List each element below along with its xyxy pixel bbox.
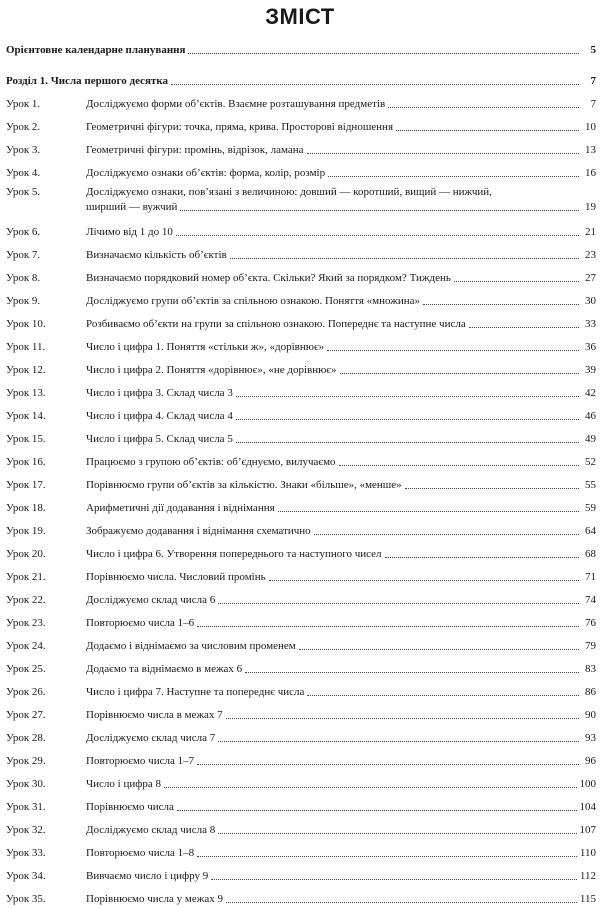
lesson-number: Урок 20. <box>6 548 46 560</box>
lesson-row-29[interactable] <box>6 747 596 770</box>
dot-leader <box>307 695 579 696</box>
lesson-row-15[interactable] <box>6 425 596 448</box>
lesson-row-20[interactable] <box>6 540 596 563</box>
lesson-page: 30 <box>585 295 596 307</box>
lesson-page: 90 <box>585 709 596 721</box>
lesson-row-12[interactable] <box>6 356 596 379</box>
lesson-row-4[interactable] <box>6 159 596 182</box>
lesson-row-5[interactable] <box>6 182 596 218</box>
lesson-title: Досліджуємо склад числа 7 <box>86 732 216 744</box>
lesson-row-3[interactable] <box>6 136 596 159</box>
lesson-number: Урок 11. <box>6 341 46 353</box>
lesson-number: Урок 14. <box>6 410 46 422</box>
lesson-row-24[interactable] <box>6 632 596 655</box>
dot-leader <box>385 557 579 558</box>
lesson-number: Урок 30. <box>6 778 46 790</box>
lesson-title: Додаємо і віднімаємо за числовим променем <box>86 640 296 652</box>
dot-leader <box>245 672 579 673</box>
dot-leader <box>314 534 579 535</box>
lesson-row-13[interactable] <box>6 379 596 402</box>
dot-leader <box>299 649 579 650</box>
lesson-title: Лічимо від 1 до 10 <box>86 226 173 238</box>
dot-leader <box>211 879 577 880</box>
section-title: Розділ 1. Числа першого десятка <box>6 75 169 87</box>
toc-entry-page: 5 <box>590 44 596 56</box>
dot-leader <box>339 465 579 466</box>
lesson-title: Досліджуємо склад числа 8 <box>86 824 216 836</box>
lesson-number: Урок 13. <box>6 387 46 399</box>
dot-leader <box>176 235 579 236</box>
lesson-row-9[interactable] <box>6 287 596 310</box>
lesson-page: 107 <box>579 824 596 836</box>
dot-leader <box>218 741 579 742</box>
lesson-number: Урок 29. <box>6 755 46 767</box>
lesson-number: Урок 18. <box>6 502 46 514</box>
dot-leader <box>388 107 579 108</box>
lesson-row-14[interactable] <box>6 402 596 425</box>
dot-leader <box>236 442 579 443</box>
toc-entry-calendar-planning[interactable] <box>6 36 596 59</box>
lesson-number: Урок 33. <box>6 847 46 859</box>
lesson-list <box>6 90 596 908</box>
dot-leader <box>218 833 576 834</box>
lesson-page: 21 <box>585 226 596 238</box>
lesson-page: 36 <box>585 341 596 353</box>
lesson-number: Урок 8. <box>6 272 41 284</box>
lesson-page: 64 <box>585 525 596 537</box>
lesson-title-line-2: ширший — вужчий <box>86 201 178 213</box>
lesson-page: 112 <box>579 870 596 882</box>
lesson-row-33[interactable] <box>6 839 596 862</box>
dot-leader <box>423 304 579 305</box>
dot-leader <box>218 603 579 604</box>
dot-leader <box>328 176 579 177</box>
lesson-title: Число і цифра 2. Поняття «дорівнює», «не дорівнює» <box>86 364 337 376</box>
lesson-page: 104 <box>579 801 596 813</box>
dot-leader <box>454 281 579 282</box>
lesson-number: Урок 4. <box>6 167 41 179</box>
lesson-title: Число і цифра 6. Утворення попереднього та наступного чисел <box>86 548 382 560</box>
dot-leader <box>236 396 579 397</box>
lesson-row-23[interactable] <box>6 609 596 632</box>
lesson-number: Урок 22. <box>6 594 46 606</box>
lesson-row-16[interactable] <box>6 448 596 471</box>
lesson-page: 83 <box>585 663 596 675</box>
lesson-row-26[interactable] <box>6 678 596 701</box>
lesson-number: Урок 5. <box>6 186 41 198</box>
lesson-title: Додаємо та віднімаємо в межах 6 <box>86 663 243 675</box>
lesson-row-11[interactable] <box>6 333 596 356</box>
dot-leader <box>405 488 579 489</box>
lesson-page: 23 <box>585 249 596 261</box>
lesson-number: Урок 28. <box>6 732 46 744</box>
dot-leader <box>340 373 579 374</box>
lesson-row-10[interactable] <box>6 310 596 333</box>
lesson-number: Урок 19. <box>6 525 46 537</box>
lesson-title-line-1: Досліджуємо ознаки, пов’язані з величиною: довший — коротший, вищий — нижчий, <box>86 186 492 198</box>
dot-leader <box>197 764 579 765</box>
lesson-page: 10 <box>585 121 596 133</box>
lesson-page: 71 <box>585 571 596 583</box>
dot-leader <box>197 626 579 627</box>
lesson-number: Урок 23. <box>6 617 46 629</box>
lesson-title: Працюємо з групою об’єктів: об’єднуємо, вилучаємо <box>86 456 336 468</box>
lesson-page: 33 <box>585 318 596 330</box>
lesson-row-27[interactable] <box>6 701 596 724</box>
dot-leader <box>236 419 579 420</box>
lesson-title: Повторюємо числа 1–6 <box>86 617 195 629</box>
lesson-page: 46 <box>585 410 596 422</box>
lesson-title: Зображуємо додавання і віднімання схематично <box>86 525 311 537</box>
lesson-title: Досліджуємо групи об’єктів за спільною ознакою. Поняття «множина» <box>86 295 420 307</box>
lesson-page: 19 <box>585 201 596 213</box>
lesson-number: Урок 15. <box>6 433 46 445</box>
lesson-row-18[interactable] <box>6 494 596 517</box>
lesson-row-35[interactable] <box>6 885 596 908</box>
lesson-title: Порівнюємо числа в межах 7 <box>86 709 223 721</box>
lesson-number: Урок 26. <box>6 686 46 698</box>
lesson-title: Досліджуємо ознаки об’єктів: форма, колір, розмір <box>86 167 326 179</box>
lesson-row-21[interactable] <box>6 563 596 586</box>
lesson-number: Урок 9. <box>6 295 41 307</box>
lesson-row-19[interactable] <box>6 517 596 540</box>
lesson-row-1[interactable] <box>6 90 596 113</box>
lesson-title: Число і цифра 4. Склад числа 4 <box>86 410 233 422</box>
lesson-title: Порівнюємо числа <box>86 801 174 813</box>
lesson-page: 93 <box>585 732 596 744</box>
dot-leader <box>171 84 579 85</box>
lesson-title: Порівнюємо групи об’єктів за кількістю. Знаки «більше», «менше» <box>86 479 402 491</box>
lesson-number: Урок 10. <box>6 318 46 330</box>
dot-leader <box>269 580 579 581</box>
lesson-title: Геометричні фігури: промінь, відрізок, ламана <box>86 144 304 156</box>
dot-leader <box>188 53 579 54</box>
lesson-page: 42 <box>585 387 596 399</box>
lesson-page: 16 <box>585 167 596 179</box>
dot-leader <box>164 787 577 788</box>
lesson-row-34[interactable] <box>6 862 596 885</box>
dot-leader <box>396 130 579 131</box>
lesson-page: 59 <box>585 502 596 514</box>
lesson-row-28[interactable] <box>6 724 596 747</box>
lesson-number: Урок 31. <box>6 801 46 813</box>
dot-leader <box>327 350 579 351</box>
dot-leader <box>278 511 579 512</box>
lesson-row-6[interactable] <box>6 218 596 241</box>
lesson-row-25[interactable] <box>6 655 596 678</box>
lesson-title: Розбиваємо об’єкти на групи за спільною ознакою. Попереднє та наступне числа <box>86 318 466 330</box>
lesson-page: 27 <box>585 272 596 284</box>
lesson-number: Урок 16. <box>6 456 46 468</box>
lesson-row-17[interactable] <box>6 471 596 494</box>
lesson-title: Число і цифра 7. Наступне та попереднє числа <box>86 686 305 698</box>
toc-entry-title: Орієнтовне календарне планування <box>6 44 186 56</box>
lesson-number: Урок 25. <box>6 663 46 675</box>
dot-leader <box>180 210 579 211</box>
dot-leader <box>197 856 577 857</box>
lesson-title: Порівнюємо числа. Числовий промінь <box>86 571 266 583</box>
dot-leader <box>226 718 579 719</box>
lesson-row-7[interactable] <box>6 241 596 264</box>
lesson-page: 76 <box>585 617 596 629</box>
lesson-page: 115 <box>579 893 596 905</box>
lesson-page: 7 <box>590 98 596 110</box>
dot-leader <box>469 327 579 328</box>
table-of-contents <box>6 36 596 908</box>
lesson-row-8[interactable] <box>6 264 596 287</box>
dot-leader <box>226 902 577 903</box>
lesson-page: 74 <box>585 594 596 606</box>
lesson-title: Вивчаємо число і цифру 9 <box>86 870 209 882</box>
lesson-title: Геометричні фігури: точка, пряма, крива. Просторові відношення <box>86 121 394 133</box>
lesson-row-2[interactable] <box>6 113 596 136</box>
lesson-title: Досліджуємо склад числа 6 <box>86 594 216 606</box>
dot-leader <box>230 258 579 259</box>
lesson-number: Урок 24. <box>6 640 46 652</box>
lesson-page: 39 <box>585 364 596 376</box>
lesson-page: 100 <box>579 778 596 790</box>
dot-leader <box>307 153 579 154</box>
lesson-row-22[interactable] <box>6 586 596 609</box>
lesson-row-32[interactable] <box>6 816 596 839</box>
toc-section-1[interactable] <box>6 67 596 90</box>
lesson-page: 52 <box>585 456 596 468</box>
lesson-title: Досліджуємо форми об’єктів. Взаємне розташування предметів <box>86 98 386 110</box>
lesson-number: Урок 2. <box>6 121 41 133</box>
lesson-title: Порівнюємо числа у межах 9 <box>86 893 223 905</box>
lesson-title: Число і цифра 5. Склад числа 5 <box>86 433 233 445</box>
lesson-number: Урок 34. <box>6 870 46 882</box>
lesson-title: Повторюємо числа 1–7 <box>86 755 195 767</box>
lesson-title: Число і цифра 8 <box>86 778 161 790</box>
lesson-number: Урок 6. <box>6 226 41 238</box>
lesson-page: 49 <box>585 433 596 445</box>
lesson-title: Визначаємо кількість об’єктів <box>86 249 227 261</box>
lesson-number: Урок 21. <box>6 571 46 583</box>
lesson-page: 13 <box>585 144 596 156</box>
lesson-page: 68 <box>585 548 596 560</box>
lesson-page: 79 <box>585 640 596 652</box>
lesson-row-30[interactable] <box>6 770 596 793</box>
lesson-number: Урок 1. <box>6 98 41 110</box>
lesson-page: 110 <box>579 847 596 859</box>
page-title: ЗМІСТ <box>265 4 335 29</box>
lesson-title: Число і цифра 3. Склад числа 3 <box>86 387 233 399</box>
section-page: 7 <box>590 75 596 87</box>
lesson-number: Урок 35. <box>6 893 46 905</box>
lesson-number: Урок 17. <box>6 479 46 491</box>
lesson-page: 55 <box>585 479 596 491</box>
lesson-title: Арифметичні дії додавання і віднімання <box>86 502 275 514</box>
lesson-row-31[interactable] <box>6 793 596 816</box>
lesson-number: Урок 27. <box>6 709 46 721</box>
lesson-number: Урок 3. <box>6 144 41 156</box>
lesson-page: 86 <box>585 686 596 698</box>
lesson-number: Урок 7. <box>6 249 41 261</box>
lesson-title: Повторюємо числа 1–8 <box>86 847 195 859</box>
lesson-page: 96 <box>585 755 596 767</box>
divider <box>6 59 596 67</box>
lesson-title: Число і цифра 1. Поняття «стільки ж», «дорівнює» <box>86 341 325 353</box>
lesson-number: Урок 32. <box>6 824 46 836</box>
lesson-number-spacer <box>6 214 86 216</box>
dot-leader <box>177 810 577 811</box>
lesson-number: Урок 12. <box>6 364 46 376</box>
lesson-title: Визначаємо порядковий номер об’єкта. Скільки? Який за порядком? Тиждень <box>86 272 451 284</box>
